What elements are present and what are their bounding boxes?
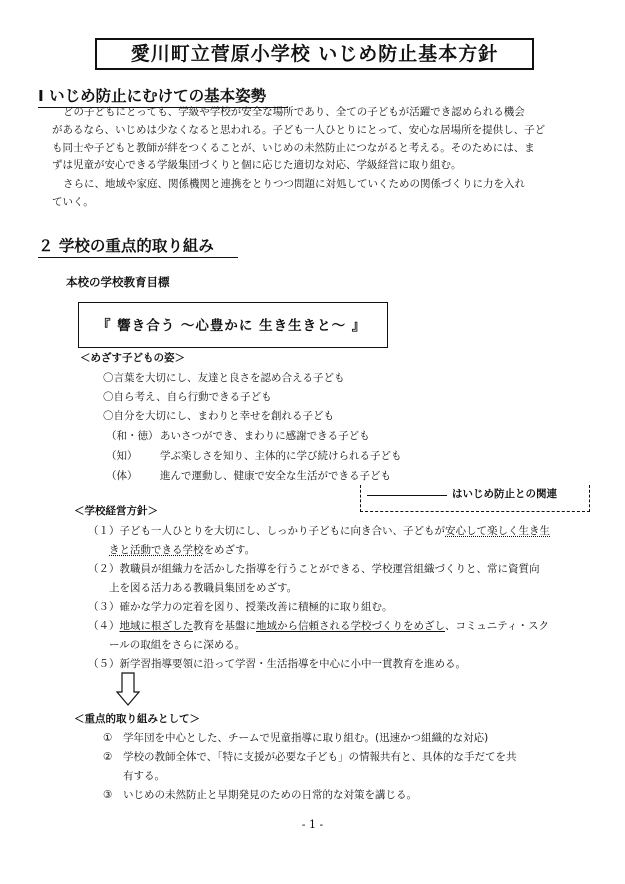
item-number: （２） xyxy=(88,563,120,575)
list-item-cont xyxy=(88,541,598,560)
list-item: 〇自ら考え、自ら行動できる子ども xyxy=(103,391,272,403)
text-line: ていく。 xyxy=(52,195,94,208)
list-item xyxy=(88,655,598,674)
list-item xyxy=(106,426,402,446)
virtue-tag: （和・徳） xyxy=(106,430,159,442)
page-number: - 1 - xyxy=(301,818,324,831)
item-text: 上を図る活力ある教職員集団をめざす。 xyxy=(109,582,298,594)
section1-paragraph-1 xyxy=(52,104,590,175)
list-item xyxy=(106,446,402,466)
list-item xyxy=(103,729,593,748)
text-line: さらに、地域や家庭、関係機関と連携をとりつつ問題に対処していくための関係づくりに力を入れ xyxy=(63,178,525,190)
list-item xyxy=(88,522,598,541)
virtue-text: 学ぶ楽しさを知り、主体的に学び続けられる子ども xyxy=(160,450,402,462)
item-number: （３） xyxy=(88,601,120,613)
virtue-text: 進んで運動し、健康で安全な生活ができる子ども xyxy=(160,470,391,482)
mgmt-policy-label: ＜学校経営方針＞ xyxy=(74,505,158,517)
list-item-cont xyxy=(88,579,598,598)
item-text-emphasis: きと活動できる学校 xyxy=(109,544,204,556)
page-title: 愛川町立菅原小学校 いじめ防止基本方針 xyxy=(95,38,534,70)
item-text: いじめの未然防止と早期発見のための日常的な対策を講じる。 xyxy=(123,789,417,801)
item-number: ③ xyxy=(103,789,113,801)
item-text: 教育を基盤に xyxy=(193,620,256,632)
list-item: 〇自分を大切にし、まわりと幸せを創れる子ども xyxy=(103,410,334,422)
section1-heading: Ⅰ いじめ防止にむけての基本姿勢 xyxy=(38,84,288,108)
list-item-cont xyxy=(88,636,598,655)
item-number: ② xyxy=(103,751,113,763)
virtue-text: あいさつができ、まわりに感謝できる子ども xyxy=(160,430,370,442)
list-item xyxy=(88,598,598,617)
item-text-emphasis: 地域から信頼される学校づくりをめざし xyxy=(256,620,445,632)
down-arrow-icon xyxy=(116,672,140,706)
text-line: どの子どもにとっても、学級や学校が安全な場所であり、全ての子どもが活躍でき認められる機会 xyxy=(63,106,525,118)
item-text: をめざす。 xyxy=(203,544,256,556)
text-line: も同士や子どもと教師が絆をつくることが、いじめの未然防止につながると考える。そのためには、ま xyxy=(52,141,535,154)
item-number: （１） xyxy=(88,525,120,537)
focus-label: ＜重点的取り組みとして＞ xyxy=(74,713,200,725)
item-text: 確かな学力の定着を図り、授業改善に積極的に取り組む。 xyxy=(119,601,393,613)
child-ideal-list xyxy=(103,369,345,426)
item-text: 学校の教師全体で、「特に支援が必要な子ども」の情報共有と、具体的な手だてを共 xyxy=(123,751,517,763)
item-text: 学年団を中心とした、チームで児童指導に取り組む。(迅速かつ組織的な対応) xyxy=(123,732,489,744)
virtue-tag: （体） xyxy=(106,470,138,482)
item-number: ① xyxy=(103,732,113,744)
text-line: ずは児童が安心できる学級集団づくりと個に応じた適切な対応、学級経営に取り組む。 xyxy=(52,159,462,172)
list-item xyxy=(88,617,598,636)
item-text-emphasis: 安心して楽しく生き生 xyxy=(445,525,550,537)
item-text: 新学習指導要領に沿って学習・生活指導を中心に小中一貫教育を進める。 xyxy=(119,658,466,670)
list-item xyxy=(103,786,593,805)
school-motto: 『 響き合う ～心豊かに 生き生きと～ 』 xyxy=(78,302,388,348)
callout-sample-underline xyxy=(367,495,447,496)
item-number: （４） xyxy=(88,620,120,632)
list-item xyxy=(106,466,402,486)
item-text: 、コミュニティ・スク xyxy=(445,620,549,632)
item-text: 有する。 xyxy=(123,770,165,782)
callout-text: はいじめ防止との関連 xyxy=(452,488,557,500)
item-text: ールの取組をさらに深める。 xyxy=(109,639,246,651)
item-text: 子ども一人ひとりを大切にし、しっかり子どもに向き合い、子どもが xyxy=(119,525,445,537)
child-ideal-label: ＜めざす子どもの姿＞ xyxy=(80,352,185,364)
section1-paragraph-2 xyxy=(52,176,590,212)
focus-list xyxy=(103,729,593,805)
item-text: 教職員が組織力を活かした指導を行うことができる、学校運営組織づくりと、常に資質向 xyxy=(119,563,540,575)
item-number: （５） xyxy=(88,658,120,670)
list-item-cont xyxy=(103,767,593,786)
text-line: があるなら、いじめは少なくなると思われる。子ども一人ひとりにとって、安心な居場所を提供し、子ど xyxy=(52,123,546,136)
school-goal-label: 本校の学校教育目標 xyxy=(66,275,170,289)
list-item: 〇言葉を大切にし、友達と良さを認め合える子ども xyxy=(103,372,345,384)
list-item xyxy=(103,748,593,767)
list-item xyxy=(88,560,598,579)
section2-heading: ２ 学校の重点的取り組み xyxy=(38,234,238,258)
virtue-tag: （知） xyxy=(106,450,138,462)
item-text-emphasis: 地域に根ざした xyxy=(119,620,193,632)
virtue-list xyxy=(106,426,402,486)
mgmt-policy-list xyxy=(88,522,598,674)
